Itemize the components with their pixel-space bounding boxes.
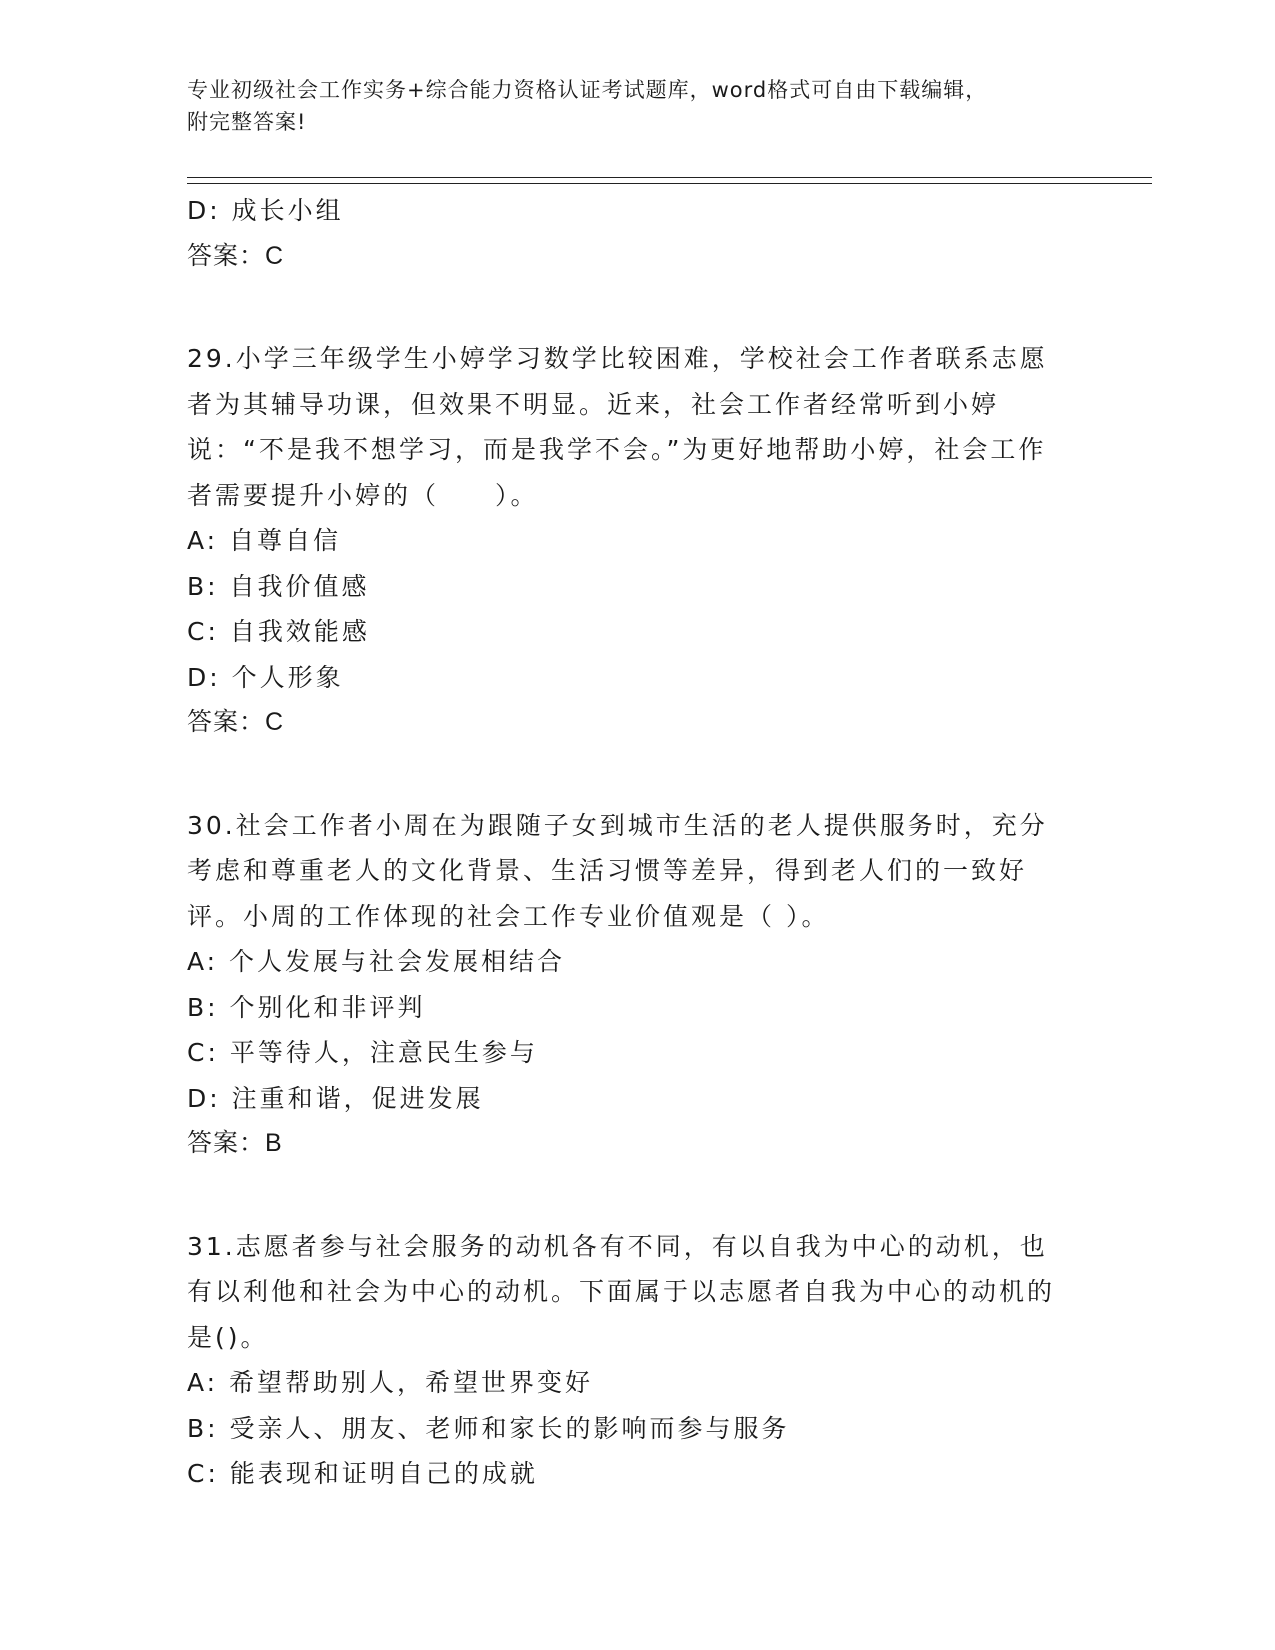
header-divider [187, 177, 1152, 184]
page-header [187, 74, 1087, 138]
spacer [187, 279, 1067, 336]
option-b: B: 个别化和非评判 [187, 992, 426, 1022]
option-c: C: 平等待人，注意民生参与 [187, 1038, 538, 1067]
question-content [187, 188, 1067, 1497]
question-30 [187, 803, 1067, 1167]
header-title-line-2: 附完整答案! [187, 110, 307, 134]
question-31 [187, 1224, 1067, 1497]
option-a: A: 希望帮助别人，希望世界变好 [187, 1368, 594, 1397]
answer-line: 答案：C [187, 241, 285, 270]
spacer [187, 746, 1067, 803]
question-stem: 30.社会工作者小周在为跟随子女到城市生活的老人提供服务时，充分考虑和尊重老人的文化背景、生活习惯等差异，得到老人们的一致好评。小周的工作体现的社会工作专业价值观是（ ）。 [187, 810, 1048, 931]
spacer [187, 1167, 1067, 1224]
option-a: A: 自尊自信 [187, 526, 342, 555]
option-d: D: 注重和谐，促进发展 [187, 1083, 484, 1113]
answer-line: 答案：B [187, 1129, 283, 1157]
option-d: D: 个人形象 [187, 662, 344, 692]
question-stem: 31.志愿者参与社会服务的动机各有不同，有以自我为中心的动机，也有以利他和社会为中心的动机。下面属于以志愿者自我为中心的动机的是()。 [187, 1231, 1056, 1352]
header-title-line-1: 专业初级社会工作实务+综合能力资格认证考试题库，word格式可自由下载编辑， [187, 78, 988, 102]
option-b: B: 自我价值感 [187, 571, 370, 601]
question-29 [187, 336, 1067, 746]
answer-line: 答案：C [187, 708, 285, 736]
option-a: A: 个人发展与社会发展相结合 [187, 947, 566, 976]
option-c: C: 能表现和证明自己的成就 [187, 1459, 538, 1488]
option-c: C: 自我效能感 [187, 617, 370, 646]
previous-question-tail [187, 188, 1067, 279]
option-d: D: 成长小组 [187, 196, 344, 225]
option-b: B: 受亲人、朋友、老师和家长的影响而参与服务 [187, 1413, 790, 1443]
question-stem: 29.小学三年级学生小婷学习数学比较困难，学校社会工作者联系志愿者为其辅导功课，但效果不明显。近来，社会工作者经常听到小婷说：“不是我不想学习，而是我学不会。”为更好地帮助小婷，社会工作者需要提升小婷的（ ）。 [187, 344, 1048, 510]
